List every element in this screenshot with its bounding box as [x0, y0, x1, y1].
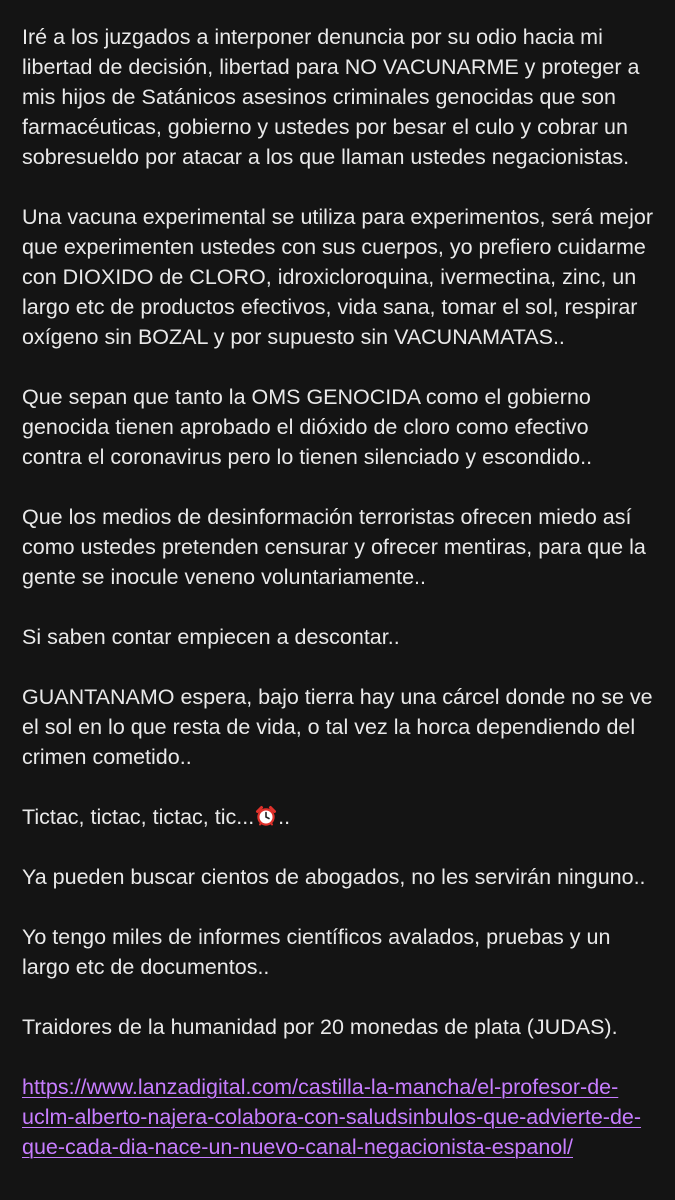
paragraph-gap — [22, 652, 670, 682]
text-line: Si saben contar empiecen a descontar.. — [22, 625, 400, 649]
text-line: como ustedes pretenden censurar y ofrecer mentiras, para que la — [22, 535, 646, 559]
text-line: el sol en lo que resta de vida, o tal vez la horca dependiendo del — [22, 715, 636, 739]
paragraph-gap — [22, 472, 670, 502]
paragraph-gap — [22, 1042, 670, 1072]
paragraph-reports — [22, 922, 670, 982]
paragraph-court-complaint — [22, 22, 670, 172]
text-line: sobresueldo por atacar a los que llaman ustedes negacionistas. — [22, 145, 630, 169]
text-line: genocida tienen aprobado el dióxido de cloro como efectivo — [22, 415, 589, 439]
text-line: Traidores de la humanidad por 20 monedas de plata (JUDAS). — [22, 1015, 618, 1039]
paragraph-gap — [22, 982, 670, 1012]
paragraph-experimental-vaccine — [22, 202, 670, 352]
text-line: Una vacuna experimental se utiliza para experimentos, será mejor — [22, 205, 653, 229]
text-line: contra el coronavirus pero lo tienen silenciado y escondido.. — [22, 445, 593, 469]
text-line: Que sepan que tanto la OMS GENOCIDA como el gobierno — [22, 385, 591, 409]
text-line: que experimenten ustedes con sus cuerpos, yo prefiero cuidarme — [22, 235, 646, 259]
tictac-text: Tictac, tictac, tictac, tic... — [22, 805, 255, 829]
post-body — [22, 22, 670, 1162]
text-line: gente se inocule veneno voluntariamente.. — [22, 565, 426, 589]
paragraph-gap — [22, 352, 670, 382]
paragraph-gap — [22, 832, 670, 862]
paragraph-gap — [22, 172, 670, 202]
text-line: farmacéuticas, gobierno y ustedes por besar el culo y cobrar un — [22, 115, 628, 139]
paragraph-tictac — [22, 802, 670, 832]
text-line: Ya pueden buscar cientos de abogados, no les servirán ninguno.. — [22, 865, 646, 889]
paragraph-gap — [22, 772, 670, 802]
tictac-ellipsis: .. — [278, 805, 291, 829]
text-line — [22, 802, 670, 832]
text-line: Iré a los juzgados a interponer denuncia por su odio hacia mi — [22, 25, 603, 49]
article-link[interactable] — [22, 1072, 670, 1162]
link-line[interactable]: uclm-alberto-najera-colabora-con-saludsinbulos-que-advierte-de- — [22, 1105, 642, 1129]
text-line: oxígeno sin BOZAL y por supuesto sin VACUNAMATAS.. — [22, 325, 565, 349]
paragraph-media — [22, 502, 670, 592]
text-line: Que los medios de desinformación terroristas ofrecen miedo así — [22, 505, 632, 529]
text-line: crimen cometido.. — [22, 745, 192, 769]
text-line: mis hijos de Satánicos asesinos criminales genocidas que son — [22, 85, 616, 109]
paragraph-lawyers — [22, 862, 670, 892]
text-line: largo etc de productos efectivos, vida sana, tomar el sol, respirar — [22, 295, 638, 319]
paragraph-gap — [22, 592, 670, 622]
link-line[interactable]: https://www.lanzadigital.com/castilla-la-mancha/el-profesor-de- — [22, 1075, 619, 1099]
text-line: largo etc de documentos.. — [22, 955, 270, 979]
alarm-clock-icon — [255, 805, 277, 827]
text-line: libertad de decisión, libertad para NO VACUNARME y proteger a — [22, 55, 640, 79]
text-line: Yo tengo miles de informes científicos avalados, pruebas y un — [22, 925, 611, 949]
text-line: GUANTANAMO espera, bajo tierra hay una cárcel donde no se ve — [22, 685, 653, 709]
paragraph-gap — [22, 892, 670, 922]
paragraph-traitors — [22, 1012, 670, 1042]
link-line[interactable]: que-cada-dia-nace-un-nuevo-canal-negacionista-espanol/ — [22, 1135, 573, 1159]
paragraph-guantanamo — [22, 682, 670, 772]
text-line: con DIOXIDO de CLORO, idroxicloroquina, ivermectina, zinc, un — [22, 265, 637, 289]
paragraph-count — [22, 622, 670, 652]
paragraph-oms — [22, 382, 670, 472]
